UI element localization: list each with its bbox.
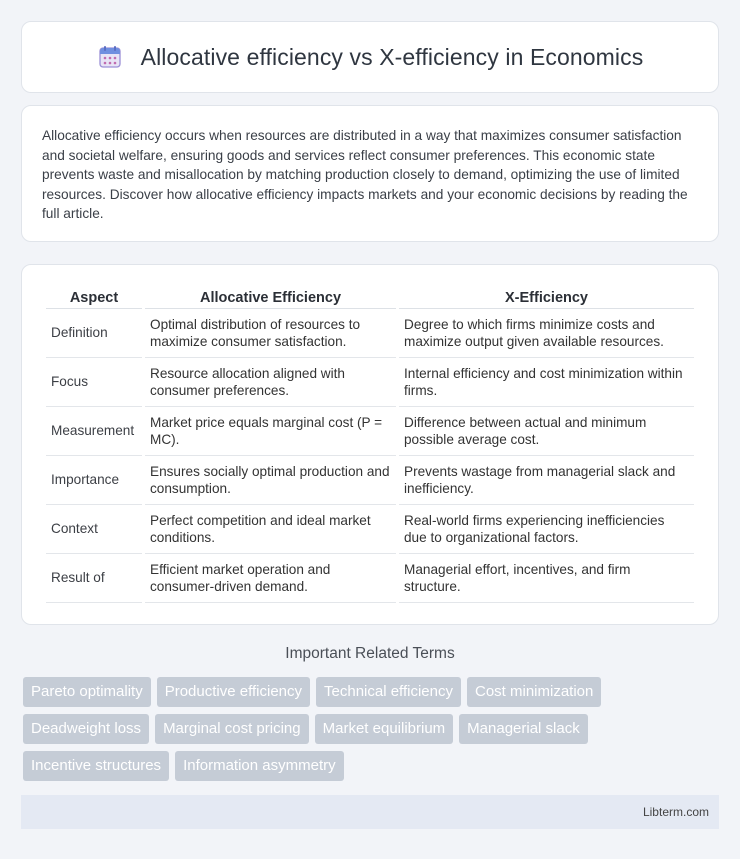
table-row xyxy=(46,505,694,554)
comparison-table xyxy=(43,285,697,603)
tag-productive-efficiency[interactable]: Productive efficiency xyxy=(157,677,310,707)
header-card xyxy=(21,21,719,93)
related-terms-list xyxy=(23,677,703,781)
row-x-efficiency: Difference between actual and minimum possible average cost. xyxy=(399,407,694,456)
table-row xyxy=(46,358,694,407)
row-x-efficiency: Degree to which firms minimize costs and maximize output given available resources. xyxy=(399,309,694,358)
header-allocative-efficiency: Allocative Efficiency xyxy=(145,285,396,309)
page-title: Allocative efficiency vs X-efficiency in Economics xyxy=(140,43,644,70)
row-x-efficiency: Managerial effort, incentives, and firm structure. xyxy=(399,554,694,603)
row-aspect: Measurement xyxy=(46,407,142,456)
header-aspect: Aspect xyxy=(46,285,142,309)
intro-text: Allocative efficiency occurs when resources are distributed in a way that maximizes consumer satisfaction and societal welfare, ensuring goods and services reflect consumer preferences. This economic state prevents waste and misallocation by matching production closely to demand, optimizing the use of limited resources. Discover how allocative efficiency impacts markets and your economic decisions by reading the full article. xyxy=(42,128,688,221)
row-aspect: Focus xyxy=(46,358,142,407)
table-row xyxy=(46,554,694,603)
table-row xyxy=(46,309,694,358)
tag-information-asymmetry[interactable]: Information asymmetry xyxy=(175,751,344,781)
row-aspect: Context xyxy=(46,505,142,554)
tag-marginal-cost-pricing[interactable]: Marginal cost pricing xyxy=(155,714,309,744)
row-aspect: Result of xyxy=(46,554,142,603)
tag-cost-minimization[interactable]: Cost minimization xyxy=(467,677,601,707)
tag-market-equilibrium[interactable]: Market equilibrium xyxy=(315,714,454,744)
row-x-efficiency: Real-world firms experiencing inefficiencies due to organizational factors. xyxy=(399,505,694,554)
row-allocative: Perfect competition and ideal market conditions. xyxy=(145,505,396,554)
calendar-icon xyxy=(97,44,123,70)
comparison-table-card xyxy=(21,264,719,625)
tag-deadweight-loss[interactable]: Deadweight loss xyxy=(23,714,149,744)
row-allocative: Ensures socially optimal production and consumption. xyxy=(145,456,396,505)
intro-card xyxy=(21,105,719,242)
table-row xyxy=(46,456,694,505)
row-allocative: Optimal distribution of resources to maximize consumer satisfaction. xyxy=(145,309,396,358)
footer xyxy=(21,795,719,829)
row-aspect: Importance xyxy=(46,456,142,505)
row-aspect: Definition xyxy=(46,309,142,358)
tag-incentive-structures[interactable]: Incentive structures xyxy=(23,751,169,781)
row-x-efficiency: Internal efficiency and cost minimization within firms. xyxy=(399,358,694,407)
footer-site-link[interactable]: Libterm.com xyxy=(642,805,709,819)
row-allocative: Resource allocation aligned with consumer preferences. xyxy=(145,358,396,407)
row-allocative: Market price equals marginal cost (P = MC). xyxy=(145,407,396,456)
tag-technical-efficiency[interactable]: Technical efficiency xyxy=(316,677,461,707)
tag-managerial-slack[interactable]: Managerial slack xyxy=(459,714,588,744)
tag-pareto-optimality[interactable]: Pareto optimality xyxy=(23,677,151,707)
row-x-efficiency: Prevents wastage from managerial slack and inefficiency. xyxy=(399,456,694,505)
row-allocative: Efficient market operation and consumer-driven demand. xyxy=(145,554,396,603)
related-terms-title: Important Related Terms xyxy=(285,645,455,662)
table-header-row xyxy=(46,285,694,309)
title-wrap xyxy=(97,44,644,71)
header-x-efficiency: X-Efficiency xyxy=(399,285,694,309)
table-row xyxy=(46,407,694,456)
